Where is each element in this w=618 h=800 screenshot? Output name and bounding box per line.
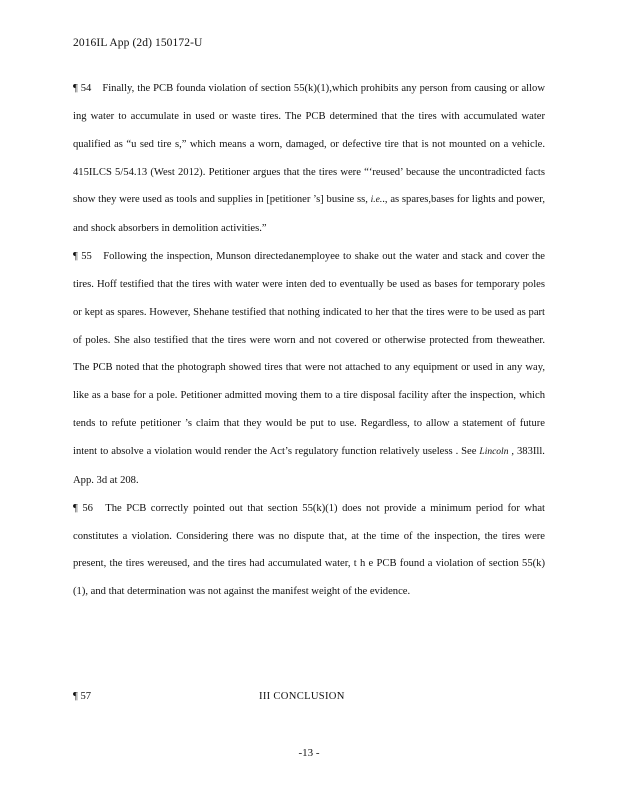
paragraph-number: ¶ 55 (73, 251, 92, 263)
paragraph-54 (73, 75, 545, 243)
opinion-body (73, 75, 545, 606)
page-number: -13 - (298, 747, 320, 759)
citation-signal: i.e. (370, 195, 383, 206)
paragraph-text: The PCB correctly pointed out that section 55(k)(1) does not provide a minimum period for what constitutes a violation. Considering there was no dispute that, at the time of the inspection, the tires were present, the tires wereused, and the tires had accumulated water, t h e PCB found a violation of section 55(k)(1), and that determination was not against the manifest weight of the evidence. (73, 502, 545, 598)
paragraph-number: ¶ 54 (73, 83, 92, 94)
paragraph-text-continued: ., as spares,bases for lights and power, and shock absorbers in demolition activities.” (73, 194, 545, 235)
paragraph-number: ¶ 57 (73, 691, 92, 702)
section-heading: III CONCLUSION (259, 691, 345, 702)
paragraph-text: Following the inspection, Munson directedanemployee to shake out the water and stack and cover the tires. Hoff testified that the tires with water were inten ded to eventually be used as bases for temporary poles or kept as spares. However, Shehane testified that nothing indicated to her that the tires were to be used as part of poles. She also testified that the tires were worn and not covered or otherwise protected from theweather. The PCB noted that the photograph showed tires that were not attached to any equipment or used in any way, like as a base for a pole. Petitioner admitted moving them to a tire disposal facility after the inspection, which tends to refute petitioner ’s claim that they would be put to use. Regardless, to allow a statement of future intent to absolve a violation would render the Act’s regulatory function relatively useless . See (73, 251, 545, 457)
paragraph-text: Finally, the PCB founda violation of section 55(k)(1),which prohibits any person from causing or allow ing water to accumulate in used or waste tires. The PCB determined that the tires with accumulated water qualified as “u sed tire s,” which means a worn, damaged, or defective tire that is not mounted on a vehicle. 415ILCS 5/54.13 (West 2012). Petitioner argues that the tires were “‘reused’ because the uncontradicted facts show they were used as tools and supplies in [petitioner ’s] busine ss, (73, 83, 545, 206)
case-citation-header: 2016IL App (2d) 150172-U (73, 37, 203, 49)
paragraph-56 (73, 495, 545, 606)
paragraph-text-continued: , 383Ill. App. 3d at 208. (73, 445, 545, 486)
paragraph-number: ¶ 56 (73, 502, 93, 514)
case-name-citation: Lincoln (479, 446, 509, 457)
paragraph-55 (73, 243, 545, 495)
